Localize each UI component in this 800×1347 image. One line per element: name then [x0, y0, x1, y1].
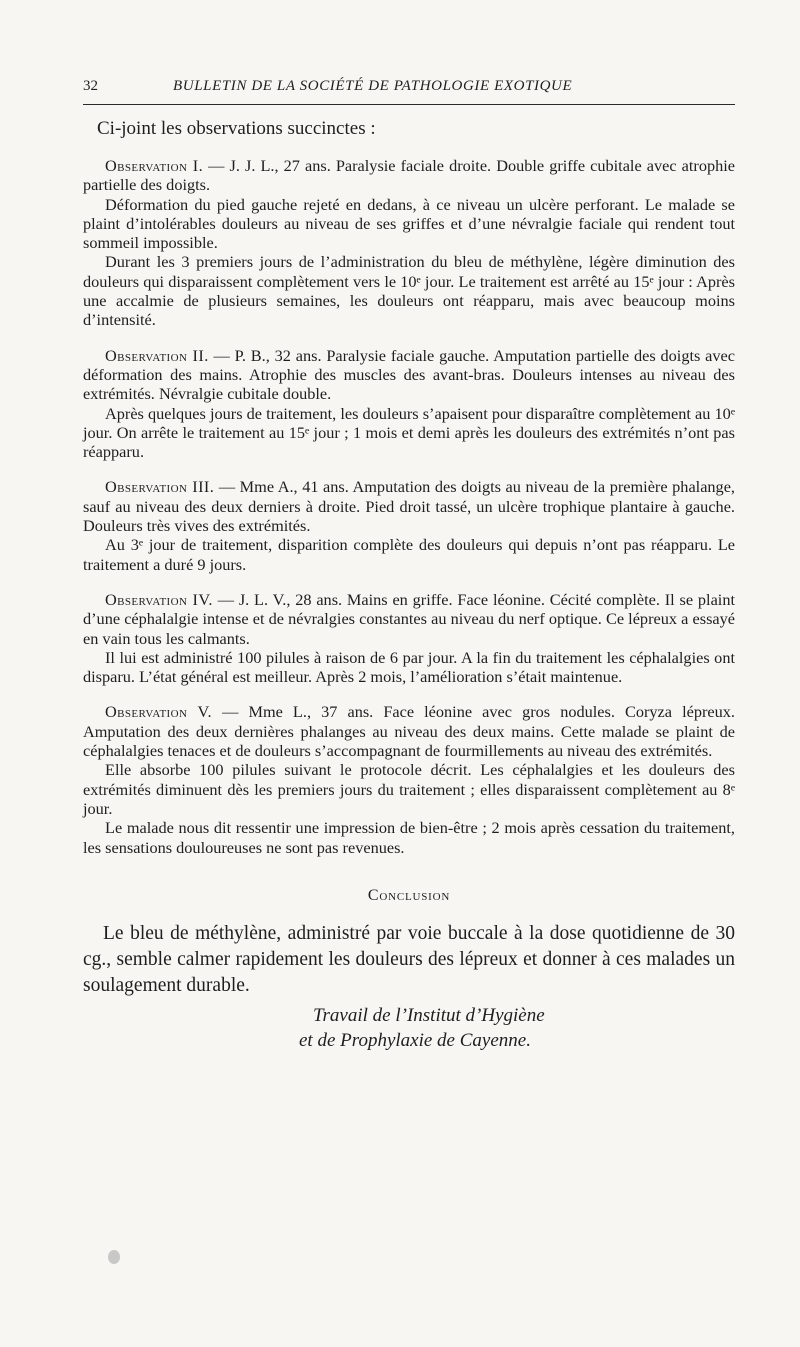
- observation-label: Observation II.: [105, 345, 209, 365]
- observation-1: [83, 156, 735, 330]
- observation-paragraph: Elle absorbe 100 pilules suivant le protocole décrit. Les céphalalgies et les douleurs des extrémités diminuent dès les premiers jours du traitement ; elles disparaissent complètement au 8ᵉ jour.: [83, 760, 735, 818]
- observation-text: — P. B., 32 ans. Paralysie faciale gauche. Amputation partielle des doigts avec déformation des mains. Atrophie des muscles des avant-bras. Douleurs intenses au niveau des extrémités. Névralgie cubitale double.: [83, 345, 735, 404]
- observation-paragraph: [83, 477, 735, 535]
- observation-3: [83, 477, 735, 573]
- observation-paragraph: Au 3ᵉ jour de traitement, disparition complète des douleurs qui depuis n’ont pas réapparu. Le traitement a duré 9 jours.: [83, 535, 735, 574]
- observation-4: [83, 590, 735, 686]
- signature: [83, 1003, 735, 1053]
- observation-paragraph: [83, 590, 735, 648]
- running-head: BULLETIN DE LA SOCIÉTÉ DE PATHOLOGIE EXOTIQUE: [173, 78, 573, 94]
- observation-text: — J. J. L., 27 ans. Paralysie faciale droite. Double griffe cubitale avec atrophie partielle des doigts.: [83, 156, 735, 195]
- observation-label: Observation III.: [105, 477, 215, 497]
- ink-smudge: [108, 1250, 120, 1264]
- observation-paragraph: Le malade nous dit ressentir une impression de bien-être ; 2 mois après cessation du traitement, les sensations douloureuses ne sont pas revenues.: [83, 818, 735, 857]
- conclusion-text: Le bleu de méthylène, administré par voie buccale à la dose quotidienne de 30 cg., semble calmer rapidement les douleurs des lépreux et donner à ces malades un soulagement durable.: [83, 922, 735, 996]
- observation-paragraph: [83, 702, 735, 760]
- observation-label: Observation I.: [105, 156, 204, 175]
- page-number: 32: [83, 78, 98, 94]
- observation-label: Observation IV.: [105, 589, 213, 609]
- observation-5: [83, 702, 735, 856]
- observation-2: [83, 346, 735, 462]
- conclusion-heading: Conclusion: [367, 886, 451, 904]
- observation-text: — J. L. V., 28 ans. Mains en griffe. Face léonine. Cécité complète. Il se plaint d’une céphalalgie intense et de névralgies constantes au niveau du nerf optique. Ce lépreux a essayé en vain tous les calmants.: [83, 589, 735, 648]
- observation-label: Observation V.: [105, 702, 213, 722]
- article-body: [83, 114, 735, 1053]
- observation-paragraph: Déformation du pied gauche rejeté en dedans, à ce niveau un ulcère perforant. Le malade se plaint d’intolérables douleurs au niveau de ses griffes et d’une névralgie faciale qui rendent tout sommeil impossible.: [83, 194, 735, 253]
- signature-line-1: Travail de l’Institut d’Hygiène: [313, 1004, 545, 1026]
- signature-line-2: et de Prophylaxie de Cayenne.: [299, 1029, 531, 1051]
- observation-text: — Mme A., 41 ans. Amputation des doigts au niveau de la première phalange, sauf au niveau des deux derniers à droite. Pied droit tassé, un ulcère trophique plantaire à gauche. Douleurs très vives des extrémités.: [83, 477, 735, 536]
- observation-text: — Mme L., 37 ans. Face léonine avec gros nodules. Coryza lépreux. Amputation des deux dernières phalanges au niveau des deux mains. Cette malade se plaint de céphalalgies tenaces et de douleurs s’accompagnant de fourmillements au niveau des extrémités.: [83, 702, 735, 761]
- observation-paragraph: [83, 156, 735, 195]
- observation-paragraph: [83, 346, 735, 404]
- page-header: [83, 74, 735, 105]
- intro-line: Ci-joint les observations succinctes :: [97, 118, 376, 139]
- observation-paragraph: Durant les 3 premiers jours de l’administration du bleu de méthylène, légère diminution des douleurs qui disparaissent complètement vers le 10ᵉ jour. Le traitement est arrêté au 15ᵉ jour : Après une accalmie de plusieurs semaines, les douleurs ont réapparu, mais avec beaucoup moins d’intensité.: [83, 252, 735, 330]
- observation-paragraph: Il lui est administré 100 pilules à raison de 6 par jour. A la fin du traitement les céphalalgies ont disparu. L’état général est meilleur. Après 2 mois, l’amélioration s’était maintenue.: [83, 647, 735, 687]
- observation-paragraph: Après quelques jours de traitement, les douleurs s’apaisent pour disparaître complètement au 10ᵉ jour. On arrête le traitement au 15ᵉ jour ; 1 mois et demi après les douleurs des extrémités n’ont pas réapparu.: [83, 403, 735, 462]
